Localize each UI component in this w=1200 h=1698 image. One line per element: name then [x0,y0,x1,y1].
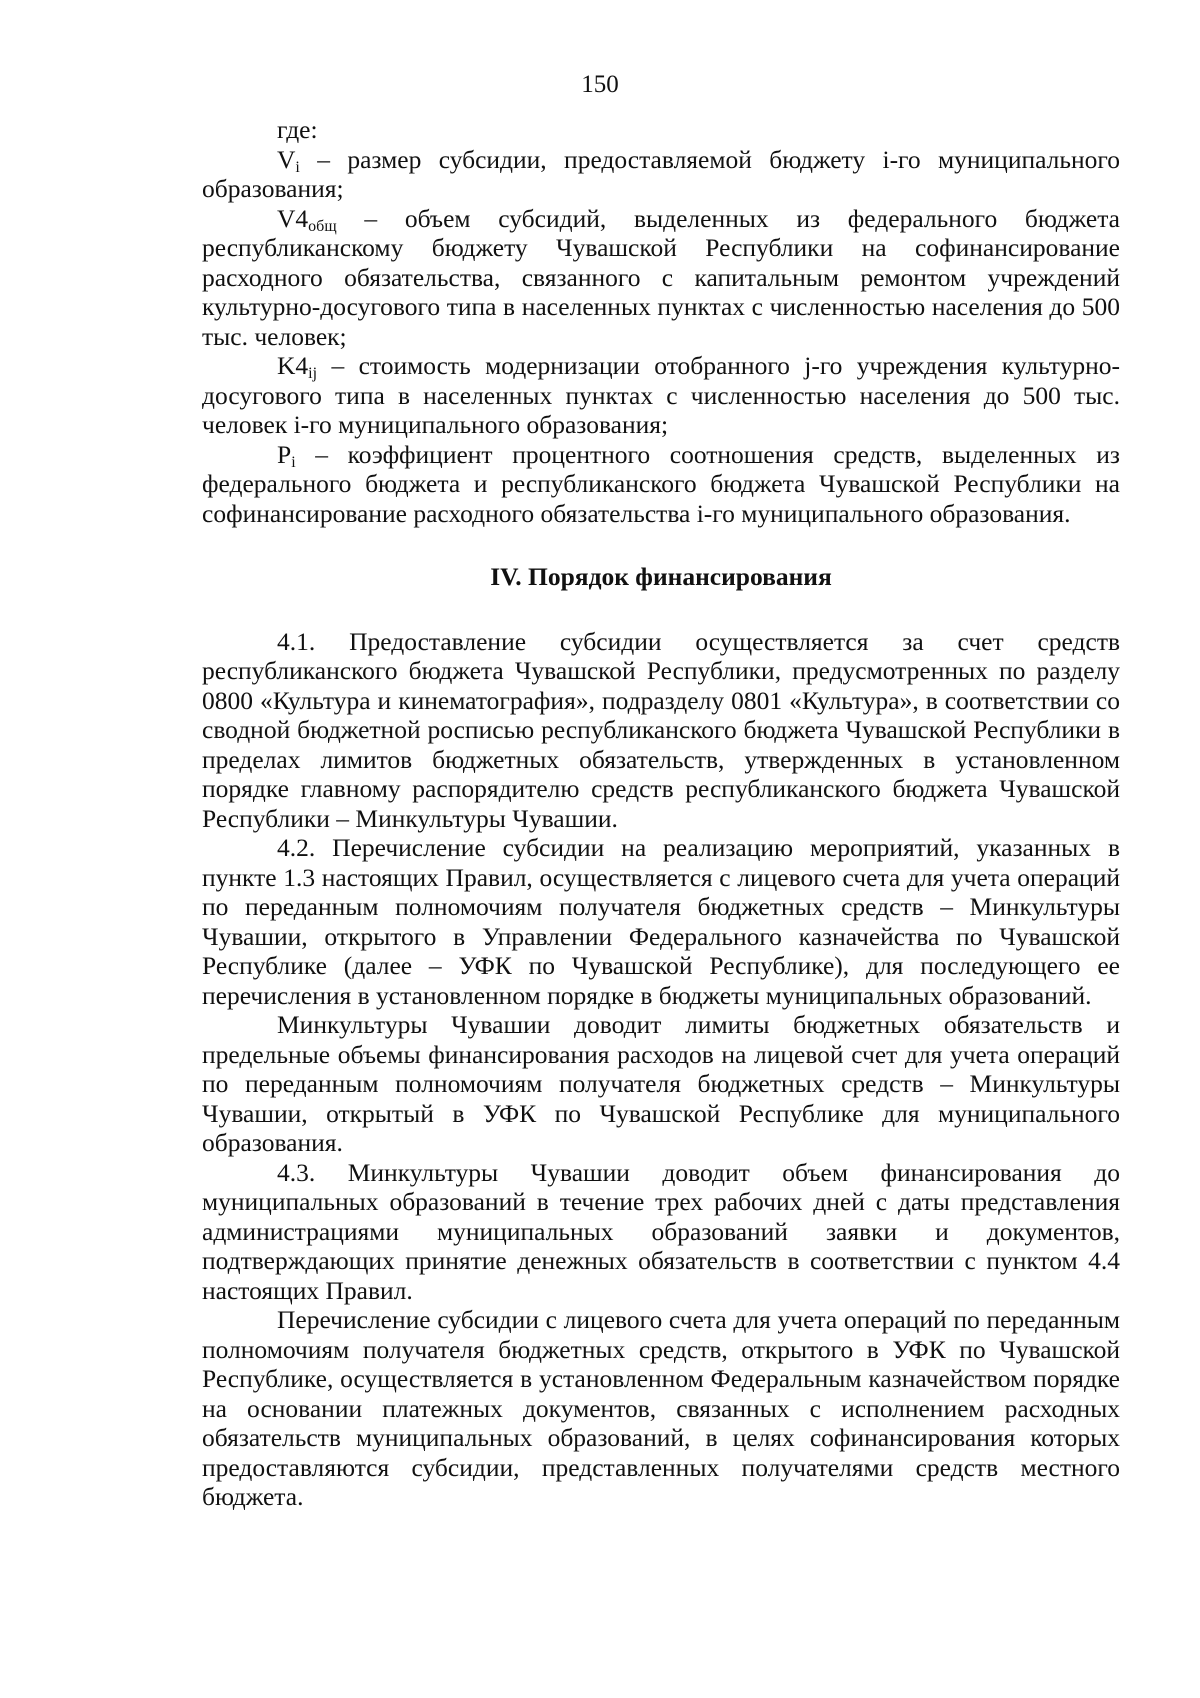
section-heading: IV. Порядок финансирования [490,562,832,591]
paragraph-4-3: 4.3. Минкультуры Чувашии доводит объем финансирования до муниципальных образований в течение трех рабочих дней с даты представления администрациями муниципальных образований заявки и документов, подтверждающих принятие денежных обязательств в соответствии с пунктом 4.4 настоящих Правил. [202,1157,1120,1305]
definition-text: – коэффициент процентного соотношения средств, выделенных из федерального бюджета и республиканского бюджета Чувашской Республики на софинансирование расходного обязательства i-го муниципального образования. [202,439,1120,528]
definition-symbol: P [277,439,292,469]
definition-symbol: V [277,144,296,174]
paragraph-4-2: 4.2. Перечисление субсидии на реализацию мероприятий, указанных в пункте 1.3 настоящих Правил, осуществляется с лицевого счета для учета операций по переданным полномочиям получателя бюджетных средств – Минкультуры Чувашии, открытого в Управлении Федерального казначейства по Чувашской Республике (далее – УФК по Чувашской Республике), для последующего ее перечисления в установленном порядке в бюджеты муниципальных образований. [202,833,1120,1010]
definition-subscript: i [295,158,300,176]
definition-text: – стоимость модернизации отобранного j-го учреждения культурно-досугового типа в населенных пунктах с численностью населения до 500 тыс. человек i-го муниципального образования; [202,351,1120,439]
where-label: где: [277,115,318,144]
definition-v4 [202,204,1120,352]
definition-subscript: i [291,453,296,471]
definition-k4 [202,351,1120,440]
definition-symbol: V4 [277,203,309,233]
definition-pi [202,440,1120,529]
document-body [202,115,1120,1512]
definition-vi [202,145,1120,204]
paragraph-limits: Минкультуры Чувашии доводит лимиты бюджетных обязательств и предельные объемы финансирования расходов на лицевой счет для учета операций по переданным полномочиям получателя бюджетных средств – Минкультуры Чувашии, открытый в УФК по Чувашской Республике для муниципального образования. [202,1010,1120,1157]
definition-text: – размер субсидии, предоставляемой бюджету i-го муниципального образования; [202,144,1120,203]
paragraph-transfer: Перечисление субсидии с лицевого счета для учета операций по переданным полномочиям получателя бюджетных средств, открытого в УФК по Чувашской Республике, осуществляется в установленном Федеральным казначейством порядке на основании платежных документов, связанных с исполнением расходных обязательств муниципальных образований, в целях софинансирования которых предоставляются субсидии, представленных получателями средств местного бюджета. [202,1305,1120,1511]
definition-subscript: ij [308,365,318,382]
definition-subscript: общ [308,217,337,235]
page-number: 150 [581,71,619,98]
definition-symbol: K4 [277,351,309,380]
paragraph-4-1: 4.1. Предоставление субсидии осуществляется за счет средств республиканского бюджета Чувашской Республики, предусмотренных по разделу 0800 «Культура и кинематография», подразделу 0801 «Культура», в соответствии со сводной бюджетной росписью республиканского бюджета Чувашской Республики в пределах лимитов бюджетных обязательств, утвержденных в установленном порядке главному распорядителю средств республиканского бюджета Чувашской Республики – Минкультуры Чувашии. [202,626,1120,833]
definition-text: – объем субсидий, выделенных из федерального бюджета республиканскому бюджету Чувашской Республики на софинансирование расходного обязательства, связанного с капитальным ремонтом учреждений культурно-досугового типа в населенных пунктах с численностью населения до 500 тыс. человек; [202,203,1120,351]
